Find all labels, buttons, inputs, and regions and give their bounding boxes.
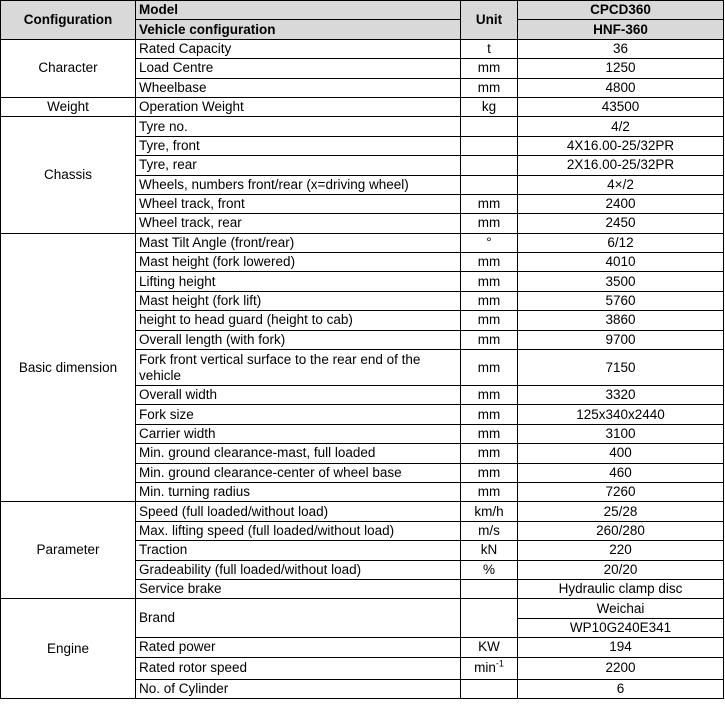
unit-header: Unit (461, 1, 518, 40)
param-unit: mm (461, 424, 518, 443)
param-name: Min. turning radius (136, 482, 461, 501)
param-value: Weichai (518, 599, 724, 618)
group-character: Character (1, 39, 136, 97)
param-name: Tyre, front (136, 136, 461, 155)
param-name: No. of Cylinder (136, 679, 461, 698)
param-value: Hydraulic clamp disc (518, 579, 724, 598)
param-value: 25/28 (518, 502, 724, 521)
param-name: Operation Weight (136, 97, 461, 116)
param-name: Tyre, rear (136, 156, 461, 175)
param-unit (461, 679, 518, 698)
param-unit: mm (461, 311, 518, 330)
param-name: Mast Tilt Angle (front/rear) (136, 233, 461, 252)
table-row (1, 502, 724, 521)
param-name: Load Centre (136, 59, 461, 78)
param-value: 6 (518, 679, 724, 698)
table-row (1, 117, 724, 136)
param-name: Wheel track, rear (136, 214, 461, 233)
param-value: 20/20 (518, 560, 724, 579)
param-unit: mm (461, 194, 518, 213)
param-value: 5760 (518, 291, 724, 310)
param-unit: mm (461, 444, 518, 463)
param-unit: mm (461, 59, 518, 78)
table-row (1, 233, 724, 252)
param-value: 125x340x2440 (518, 405, 724, 424)
param-name: Rated rotor speed (136, 657, 461, 679)
param-value: 3320 (518, 386, 724, 405)
table-row (1, 39, 724, 58)
param-unit: mm (461, 463, 518, 482)
param-name: Wheelbase (136, 78, 461, 97)
param-unit: % (461, 560, 518, 579)
param-name: Fork front vertical surface to the rear end of the vehicle (136, 350, 461, 386)
param-value: 3860 (518, 311, 724, 330)
param-name: Service brake (136, 579, 461, 598)
param-unit: mm (461, 482, 518, 501)
param-value: 4×/2 (518, 175, 724, 194)
param-unit (461, 657, 518, 679)
param-name: Min. ground clearance-center of wheel base (136, 463, 461, 482)
param-unit: mm (461, 386, 518, 405)
param-value: 3100 (518, 424, 724, 443)
param-value: 9700 (518, 330, 724, 349)
param-name: Overall width (136, 386, 461, 405)
param-value-secondary: WP10G240E341 (518, 618, 724, 637)
param-value: 4X16.00-25/32PR (518, 136, 724, 155)
table-row (1, 599, 724, 618)
vehicle-configuration-value: HNF-360 (518, 20, 724, 39)
param-value: 2400 (518, 194, 724, 213)
param-name: Gradeability (full loaded/without load) (136, 560, 461, 579)
param-name: Fork size (136, 405, 461, 424)
param-name: Mast height (fork lowered) (136, 253, 461, 272)
param-unit: mm (461, 272, 518, 291)
param-unit: ° (461, 233, 518, 252)
param-value: 6/12 (518, 233, 724, 252)
param-value: 7150 (518, 350, 724, 386)
param-value: 2X16.00-25/32PR (518, 156, 724, 175)
group-parameter: Parameter (1, 502, 136, 599)
param-unit: mm (461, 291, 518, 310)
model-label: Model (136, 1, 461, 20)
param-unit: kN (461, 541, 518, 560)
param-value: 2200 (518, 657, 724, 679)
param-value: 220 (518, 541, 724, 560)
param-name: Rated power (136, 638, 461, 657)
param-name: height to head guard (height to cab) (136, 311, 461, 330)
param-unit: mm (461, 330, 518, 349)
param-name: Carrier width (136, 424, 461, 443)
param-name: Lifting height (136, 272, 461, 291)
param-unit: t (461, 39, 518, 58)
param-name: Tyre no. (136, 117, 461, 136)
param-value: 1250 (518, 59, 724, 78)
param-unit (461, 117, 518, 136)
param-unit (461, 599, 518, 638)
param-value: 194 (518, 638, 724, 657)
param-value: 4010 (518, 253, 724, 272)
param-value: 7260 (518, 482, 724, 501)
param-value: 36 (518, 39, 724, 58)
param-value: 400 (518, 444, 724, 463)
param-value: 2450 (518, 214, 724, 233)
param-unit: mm (461, 214, 518, 233)
model-value: CPCD360 (518, 1, 724, 20)
param-value: 3500 (518, 272, 724, 291)
table-row (1, 97, 724, 116)
param-name: Traction (136, 541, 461, 560)
group-chassis: Chassis (1, 117, 136, 233)
param-unit: mm (461, 405, 518, 424)
param-unit (461, 156, 518, 175)
param-name: Max. lifting speed (full loaded/without load) (136, 521, 461, 540)
param-unit: mm (461, 78, 518, 97)
param-value: 460 (518, 463, 724, 482)
vehicle-configuration-label: Vehicle configuration (136, 20, 461, 39)
param-value: 4/2 (518, 117, 724, 136)
param-unit (461, 136, 518, 155)
param-unit: m/s (461, 521, 518, 540)
group-basic-dimension: Basic dimension (1, 233, 136, 502)
configuration-header: Configuration (1, 1, 136, 40)
param-name: Speed (full loaded/without load) (136, 502, 461, 521)
group-engine: Engine (1, 599, 136, 699)
param-name: Brand (136, 599, 461, 638)
param-unit: km/h (461, 502, 518, 521)
param-name: Overall length (with fork) (136, 330, 461, 349)
group-weight: Weight (1, 97, 136, 116)
param-value: 4800 (518, 78, 724, 97)
param-name: Wheel track, front (136, 194, 461, 213)
param-unit (461, 579, 518, 598)
param-value: 260/280 (518, 521, 724, 540)
param-name: Min. ground clearance-mast, full loaded (136, 444, 461, 463)
param-unit: mm (461, 253, 518, 272)
param-name: Mast height (fork lift) (136, 291, 461, 310)
param-name: Wheels, numbers front/rear (x=driving wheel) (136, 175, 461, 194)
param-name: Rated Capacity (136, 39, 461, 58)
unit-base: min (474, 660, 496, 675)
param-unit: mm (461, 350, 518, 386)
unit-superscript: -1 (495, 658, 504, 669)
param-unit (461, 175, 518, 194)
param-unit: kg (461, 97, 518, 116)
param-value: 43500 (518, 97, 724, 116)
param-unit: KW (461, 638, 518, 657)
